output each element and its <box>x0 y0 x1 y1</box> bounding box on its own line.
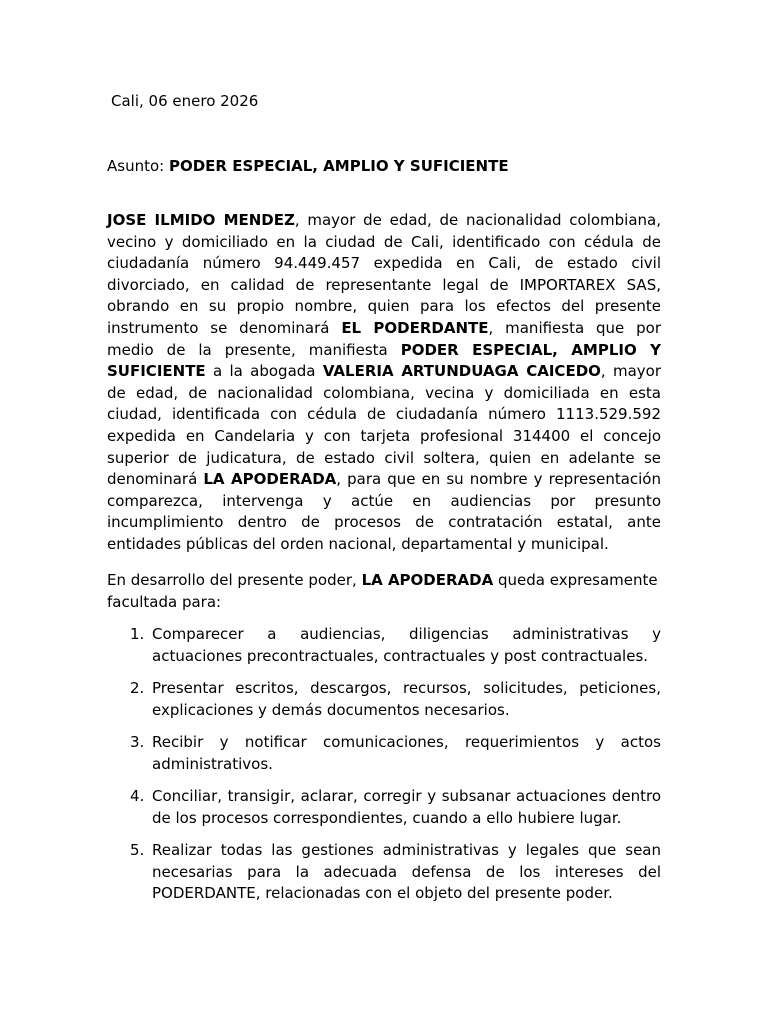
list-item-text: Presentar escritos, descargos, recursos, solicitudes, peticiones, explicaciones y demás documentos necesarios. <box>152 678 661 719</box>
list-item-number: 4. <box>130 786 145 805</box>
list-item-number: 1. <box>130 625 145 643</box>
attorney-role: LA APODERADA <box>203 470 337 489</box>
list-item <box>107 624 661 667</box>
list-item <box>107 786 661 829</box>
list-item-number: 2. <box>130 678 145 697</box>
list-item-number: 3. <box>130 732 145 751</box>
list-item-text: Realizar todas las gestiones administrativas y legales que sean necesarias para la adecuada defensa de los intereses del PODERDANTE, relacionadas con el objeto del presente poder. <box>152 840 661 903</box>
body-text-1: , mayor de edad, de nacionalidad colombiana, vecino y domiciliado en la ciudad de Cali, identificado con cédula de ciudadanía número 94.449.457 expedida en Cali, de estado civil divorciado, en calidad de representante legal de IMPORTAREX SAS, obrando en su propio nombre, quien para los efectos del presente instrumento se denominará <box>107 211 662 337</box>
subject-title: PODER ESPECIAL, AMPLIO Y SUFICIENTE <box>168 157 509 175</box>
faculties-intro <box>107 570 661 613</box>
intro-text-2: queda expresamente facultada para: <box>107 571 658 611</box>
list-item-text: Comparecer a audiencias, diligencias administrativas y actuaciones precontractuales, contractuales y post contractuales. <box>152 625 661 665</box>
intro-attorney-role: LA APODERADA <box>361 571 494 589</box>
intro-text-1: En desarrollo del presente poder, <box>107 571 362 589</box>
subject-label: Asunto: <box>107 157 165 175</box>
body-text-3: a la abogada <box>205 362 323 381</box>
list-item-text: Recibir y notificar comunicaciones, requerimientos y actos administrativos. <box>152 732 661 773</box>
document-date: Cali, 06 enero 2026 <box>111 92 259 110</box>
body-text-5: , para que en su nombre y representación comparezca, intervenga y actúe en audiencias por presunto incumplimiento dentro de procesos de contratación estatal, ante entidades públicas del orden nacional, departamental y municipal. <box>107 470 661 553</box>
subject-line <box>107 156 509 177</box>
attorney-name: VALERIA ARTUNDUAGA CAICEDO <box>322 362 601 381</box>
body-text-4: , mayor de edad, de nacionalidad colombiana, vecina y domiciliada en esta ciudad, identificada con cédula de ciudadanía número 1113.529.592 expedida en Candelaria y con tarjeta profesional 314400 el concejo superior de judicatura, de estado civil soltera, quien en adelante se denominará <box>107 362 662 489</box>
power-type: PODER ESPECIAL, AMPLIO Y SUFICIENTE <box>107 340 662 381</box>
list-item <box>107 732 661 775</box>
list-item-text: Conciliar, transigir, aclarar, corregir y subsanar actuaciones dentro de los procesos correspondientes, cuando a ello hubiere lugar. <box>152 786 661 827</box>
faculties-list <box>107 624 661 916</box>
list-item-number: 5. <box>130 840 145 859</box>
grantor-name: JOSE ILMIDO MENDEZ <box>107 211 295 229</box>
grantor-role: EL PODERDANTE <box>341 318 489 337</box>
main-paragraph <box>107 210 661 556</box>
list-item <box>107 840 661 905</box>
body-text-2: , manifiesta que por medio de la presente, manifiesta <box>107 318 661 359</box>
list-item <box>107 678 661 721</box>
